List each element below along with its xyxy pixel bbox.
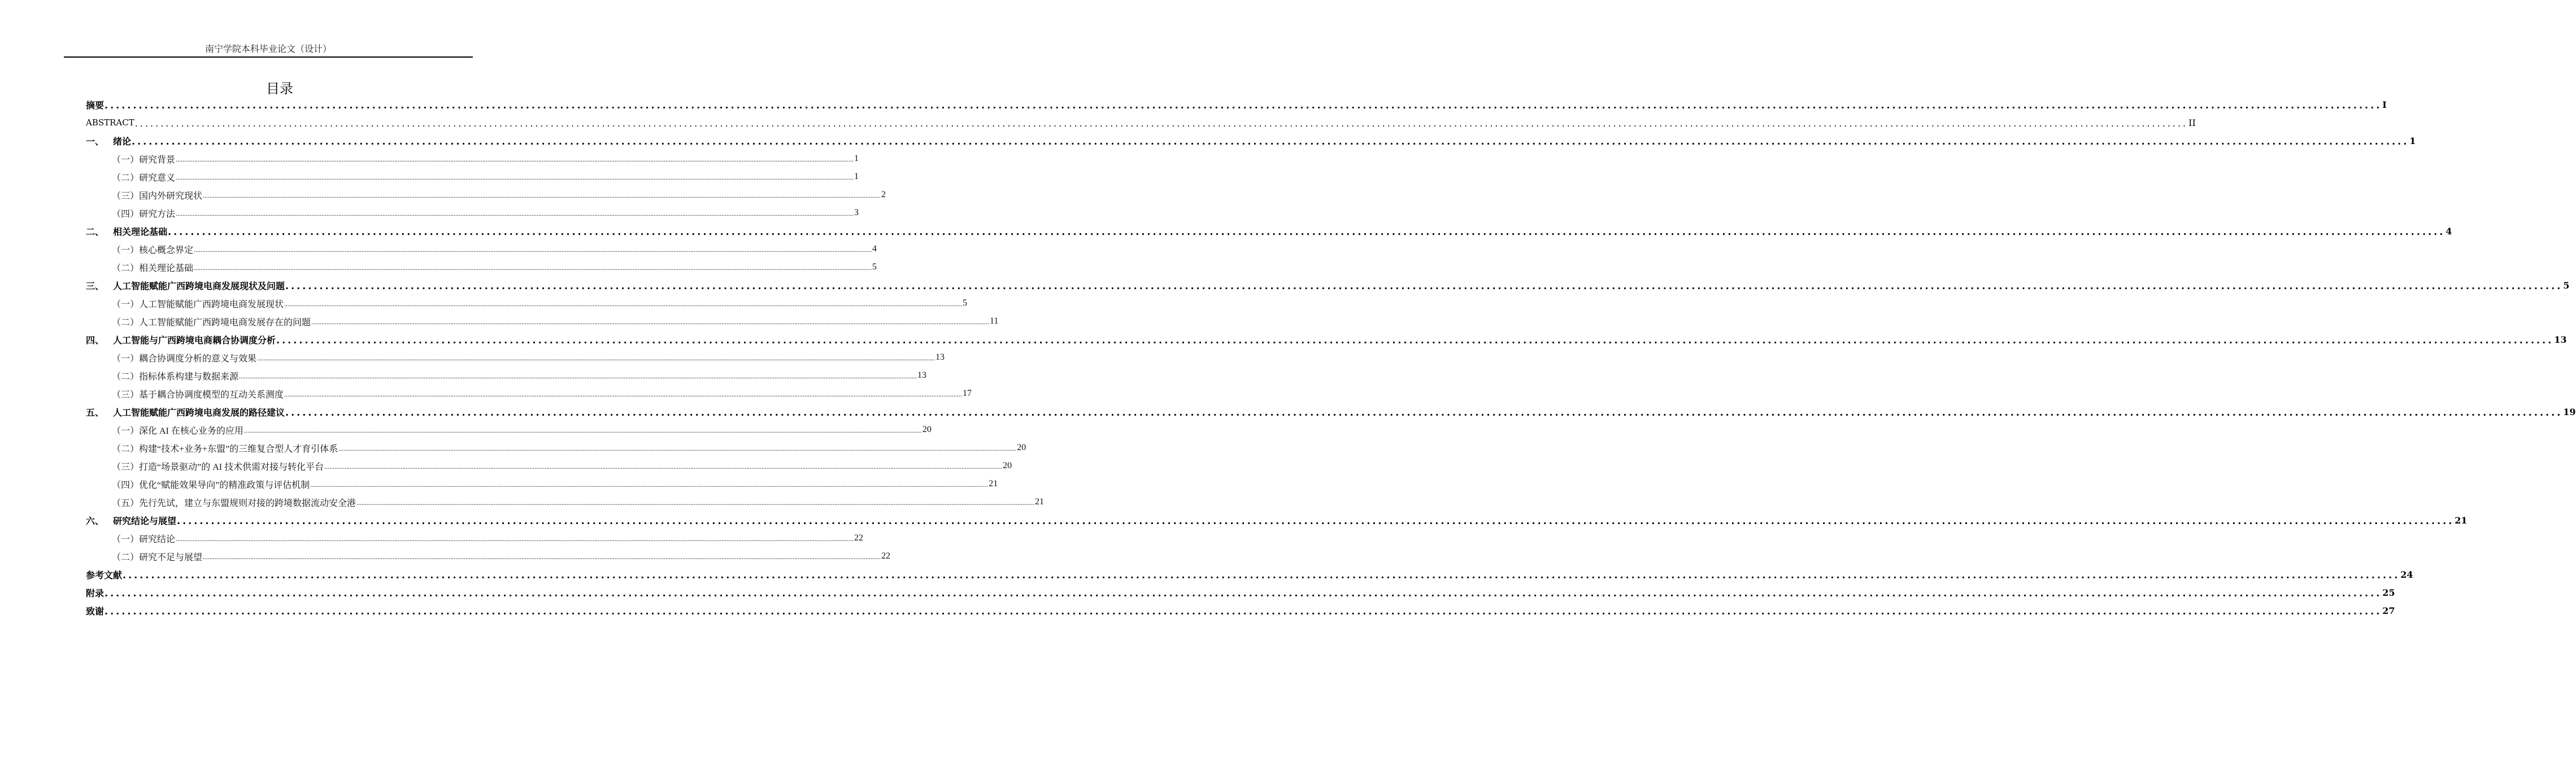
dot-leader: ................................................................................................................................................................................................................................................................................................................................................................................................................	[285, 407, 2563, 418]
toc-page-number: 21	[2455, 514, 2468, 526]
dot-leader: ................................................................................................................................................................................................................................................................................................................................................................................................................	[243, 426, 922, 434]
toc-entry-text: 参考文献	[86, 569, 123, 581]
toc-entry-text: （四）研究方法	[112, 209, 176, 219]
toc-subsection-entry[interactable]	[86, 312, 999, 330]
toc-entry-text: （一）核心概念界定	[112, 245, 194, 255]
toc-section-number: 二、	[86, 226, 105, 237]
toc-entry-text: （四）优化“赋能效果导向”的精准政策与评估机制	[112, 480, 310, 490]
toc-subsection-entry[interactable]	[86, 439, 1026, 457]
toc-entry-text: （二）构建“技术+业务+东盟”的三维复合型人才育引体系	[112, 444, 338, 454]
toc-section-number: 五、	[86, 407, 105, 418]
dot-leader: ................................................................................................................................................................................................................................................................................................................................................................................................................	[176, 155, 854, 163]
toc-page-number: 1	[854, 154, 859, 163]
toc-page-number: 22	[881, 551, 891, 561]
dot-leader: ................................................................................................................................................................................................................................................................................................................................................................................................................	[123, 569, 2400, 581]
toc-section-entry[interactable]	[86, 583, 2395, 601]
toc-subsection-entry[interactable]	[86, 475, 998, 493]
toc-entry-text: ABSTRACT	[86, 117, 134, 128]
toc-page-number: 1	[2409, 135, 2416, 146]
toc-subsection-entry[interactable]	[86, 385, 972, 403]
toc-entry-label	[112, 532, 175, 545]
toc-entry-text: （二）研究意义	[112, 173, 176, 183]
dot-leader: ................................................................................................................................................................................................................................................................................................................................................................................................................	[134, 117, 2188, 129]
toc-entry-label	[86, 405, 285, 418]
toc-entry-label	[112, 152, 175, 165]
toc-section-entry[interactable]	[86, 114, 2196, 132]
toc-entry-text: 致谢	[86, 605, 105, 617]
dot-leader: ................................................................................................................................................................................................................................................................................................................................................................................................................	[176, 534, 854, 543]
toc-entry-label	[86, 98, 104, 111]
dot-leader: ................................................................................................................................................................................................................................................................................................................................................................................................................	[356, 498, 1035, 507]
toc-entry-text: （一）研究结论	[112, 534, 176, 544]
toc-subsection-entry[interactable]	[86, 348, 945, 367]
dot-leader: ................................................................................................................................................................................................................................................................................................................................................................................................................	[105, 605, 2382, 617]
toc-entry-label	[112, 243, 193, 256]
dot-leader: ................................................................................................................................................................................................................................................................................................................................................................................................................	[284, 299, 963, 308]
dot-leader: ................................................................................................................................................................................................................................................................................................................................................................................................................	[324, 462, 1003, 470]
toc-entry-text: 相关理论基础	[113, 226, 168, 237]
page-header: 南宁学院本科毕业论文（设计）	[204, 43, 332, 54]
toc-entry-label	[112, 424, 243, 437]
dot-leader: ................................................................................................................................................................................................................................................................................................................................................................................................................	[132, 136, 2409, 147]
toc-subsection-entry[interactable]	[86, 493, 1045, 511]
toc-entry-label	[112, 387, 284, 400]
toc-subsection-entry[interactable]	[86, 421, 932, 439]
dot-leader: ................................................................................................................................................................................................................................................................................................................................................................................................................	[311, 317, 990, 326]
dot-leader: ................................................................................................................................................................................................................................................................................................................................................................................................................	[203, 191, 881, 199]
toc-entry-label	[86, 586, 104, 599]
toc-page-number: 1	[854, 172, 859, 181]
toc-entry-text: 摘要	[86, 99, 105, 111]
dot-leader: ................................................................................................................................................................................................................................................................................................................................................................................................................	[338, 444, 1017, 452]
toc-entry-label	[112, 478, 310, 491]
toc-entry-label	[86, 333, 276, 346]
toc-page-number: 2	[881, 190, 886, 199]
dot-leader: ................................................................................................................................................................................................................................................................................................................................................................................................................	[176, 173, 854, 181]
toc-page-number: I	[2382, 99, 2387, 110]
toc-entry-label	[86, 514, 176, 527]
toc-entry-text: 研究结论与展望	[113, 515, 177, 526]
toc-entry-text: （三）国内外研究现状	[112, 191, 203, 201]
toc-section-number: 六、	[86, 515, 105, 526]
dot-leader: ................................................................................................................................................................................................................................................................................................................................................................................................................	[194, 245, 872, 254]
toc-entry-label	[112, 460, 324, 473]
toc-title: 目录	[266, 81, 293, 97]
toc-page-number: 20	[922, 425, 932, 434]
dot-leader: ................................................................................................................................................................................................................................................................................................................................................................................................................	[257, 354, 935, 362]
toc-subsection-entry[interactable]	[86, 240, 877, 258]
dot-leader: ................................................................................................................................................................................................................................................................................................................................................................................................................	[177, 515, 2455, 526]
toc-section-number: 四、	[86, 334, 105, 346]
toc-entry-text: （三）打造“场景驱动”的 AI 技术供需对接与转化平台	[112, 462, 324, 472]
toc-subsection-entry[interactable]	[86, 168, 859, 186]
toc-page-number: 5	[2563, 280, 2570, 291]
toc-entry-label	[112, 261, 193, 274]
dot-leader: ................................................................................................................................................................................................................................................................................................................................................................................................................	[276, 334, 2554, 346]
toc-page-number: 27	[2382, 605, 2395, 616]
dot-leader: ................................................................................................................................................................................................................................................................................................................................................................................................................	[310, 480, 989, 488]
toc-entry-label	[86, 134, 131, 147]
dot-leader: ................................................................................................................................................................................................................................................................................................................................................................................................................	[285, 280, 2563, 291]
dot-leader: ................................................................................................................................................................................................................................................................................................................................................................................................................	[168, 226, 2446, 237]
toc-page-number: 5	[872, 262, 877, 272]
toc-section-entry[interactable]	[86, 276, 2570, 294]
toc-entry-label	[86, 117, 134, 128]
toc-entry-text: （二）相关理论基础	[112, 263, 194, 273]
toc-entry-text: （一）深化 AI 在核心业务的应用	[112, 426, 243, 436]
toc-entry-label	[112, 442, 338, 455]
toc-section-entry[interactable]	[86, 95, 2387, 114]
toc-entry-label	[112, 369, 238, 382]
toc-subsection-entry[interactable]	[86, 294, 968, 312]
toc-entry-label	[112, 171, 175, 184]
dot-leader: ................................................................................................................................................................................................................................................................................................................................................................................................................	[105, 587, 2382, 599]
toc-section-entry[interactable]	[86, 511, 2468, 529]
toc-entry-label	[112, 189, 202, 202]
toc-subsection-entry[interactable]	[86, 186, 886, 204]
dot-leader: ................................................................................................................................................................................................................................................................................................................................................................................................................	[239, 372, 917, 380]
toc-entry-text: （一）耦合协调度分析的意义与效果	[112, 354, 257, 364]
dot-leader: ................................................................................................................................................................................................................................................................................................................................................................................................................	[284, 390, 963, 398]
toc-page-number: 21	[989, 479, 998, 488]
toc-entry-text: 绪论	[113, 136, 132, 147]
toc-subsection-entry[interactable]	[86, 457, 1012, 475]
toc-entry-text: 人工智能赋能广西跨境电商发展的路径建议	[113, 407, 285, 418]
toc-entry-text: 附录	[86, 587, 105, 599]
toc-entry-text: 人工智能赋能广西跨境电商发展现状及问题	[113, 280, 285, 291]
toc-section-number: 一、	[86, 136, 105, 147]
dot-leader: ................................................................................................................................................................................................................................................................................................................................................................................................................	[176, 209, 854, 217]
toc-entry-label	[86, 279, 285, 292]
toc-page-number: 19	[2563, 406, 2576, 417]
toc-entry-text: 人工智能与广西跨境电商耦合协调度分析	[113, 334, 276, 346]
toc-entry-label	[112, 315, 311, 328]
toc-entry-label	[112, 207, 175, 220]
toc-page-number: 13	[935, 352, 945, 362]
toc-entry-text: （五）先行先试，建立与东盟规则对接的跨境数据流动安全港	[112, 498, 356, 508]
toc-page-number: 13	[917, 370, 927, 380]
toc-page-number: 13	[2554, 334, 2567, 345]
toc-page-number: 25	[2382, 587, 2395, 598]
toc-page-number: 20	[1017, 443, 1026, 452]
toc-entry-label	[86, 225, 167, 238]
toc-section-number: 三、	[86, 280, 105, 291]
toc-page-number: 22	[854, 533, 864, 543]
toc-section-entry[interactable]	[86, 132, 2416, 150]
toc-section-entry[interactable]	[86, 601, 2395, 620]
toc-entry-text: （三）基于耦合协调度模型的互动关系测度	[112, 390, 284, 400]
toc-section-entry[interactable]	[86, 330, 2567, 348]
toc-page-number: 4	[872, 244, 877, 254]
toc-subsection-entry[interactable]	[86, 367, 927, 385]
dot-leader: ................................................................................................................................................................................................................................................................................................................................................................................................................	[105, 99, 2382, 111]
header-divider	[64, 56, 473, 58]
toc-section-entry[interactable]	[86, 565, 2413, 583]
toc-page-number: 20	[1003, 461, 1012, 470]
toc-entry-label	[86, 604, 104, 617]
toc-page-number: 24	[2400, 569, 2413, 580]
toc-page-number: 21	[1035, 497, 1045, 507]
toc-entry-label	[112, 496, 356, 509]
toc-page-number: 11	[990, 316, 999, 326]
toc-subsection-entry[interactable]	[86, 258, 877, 276]
toc-entry-text: （二）指标体系构建与数据来源	[112, 372, 239, 382]
dot-leader: ................................................................................................................................................................................................................................................................................................................................................................................................................	[194, 263, 872, 272]
toc-section-entry[interactable]	[86, 403, 2576, 421]
toc-section-entry[interactable]	[86, 222, 2452, 240]
toc-page-number: 17	[963, 389, 972, 398]
toc-subsection-entry[interactable]	[86, 150, 859, 168]
dot-leader: ................................................................................................................................................................................................................................................................................................................................................................................................................	[203, 552, 881, 561]
toc-entry-text: （一）研究背景	[112, 155, 176, 165]
toc-page-number: 3	[854, 208, 859, 217]
toc-subsection-entry[interactable]	[86, 204, 859, 222]
toc-page-number: II	[2188, 117, 2196, 128]
toc-page-number: 4	[2446, 225, 2452, 237]
table-of-contents	[86, 95, 2576, 620]
toc-entry-text: （二）人工智能赋能广西跨境电商发展存在的问题	[112, 317, 311, 328]
toc-entry-text: （二）研究不足与展望	[112, 552, 203, 562]
toc-subsection-entry[interactable]	[86, 547, 891, 565]
toc-subsection-entry[interactable]	[86, 529, 864, 547]
toc-entry-label	[112, 297, 284, 310]
toc-page-number: 5	[963, 298, 968, 308]
toc-entry-label	[112, 550, 202, 563]
toc-entry-label	[86, 568, 122, 581]
toc-entry-text: （一）人工智能赋能广西跨境电商发展现状	[112, 299, 284, 309]
toc-entry-label	[112, 351, 256, 364]
